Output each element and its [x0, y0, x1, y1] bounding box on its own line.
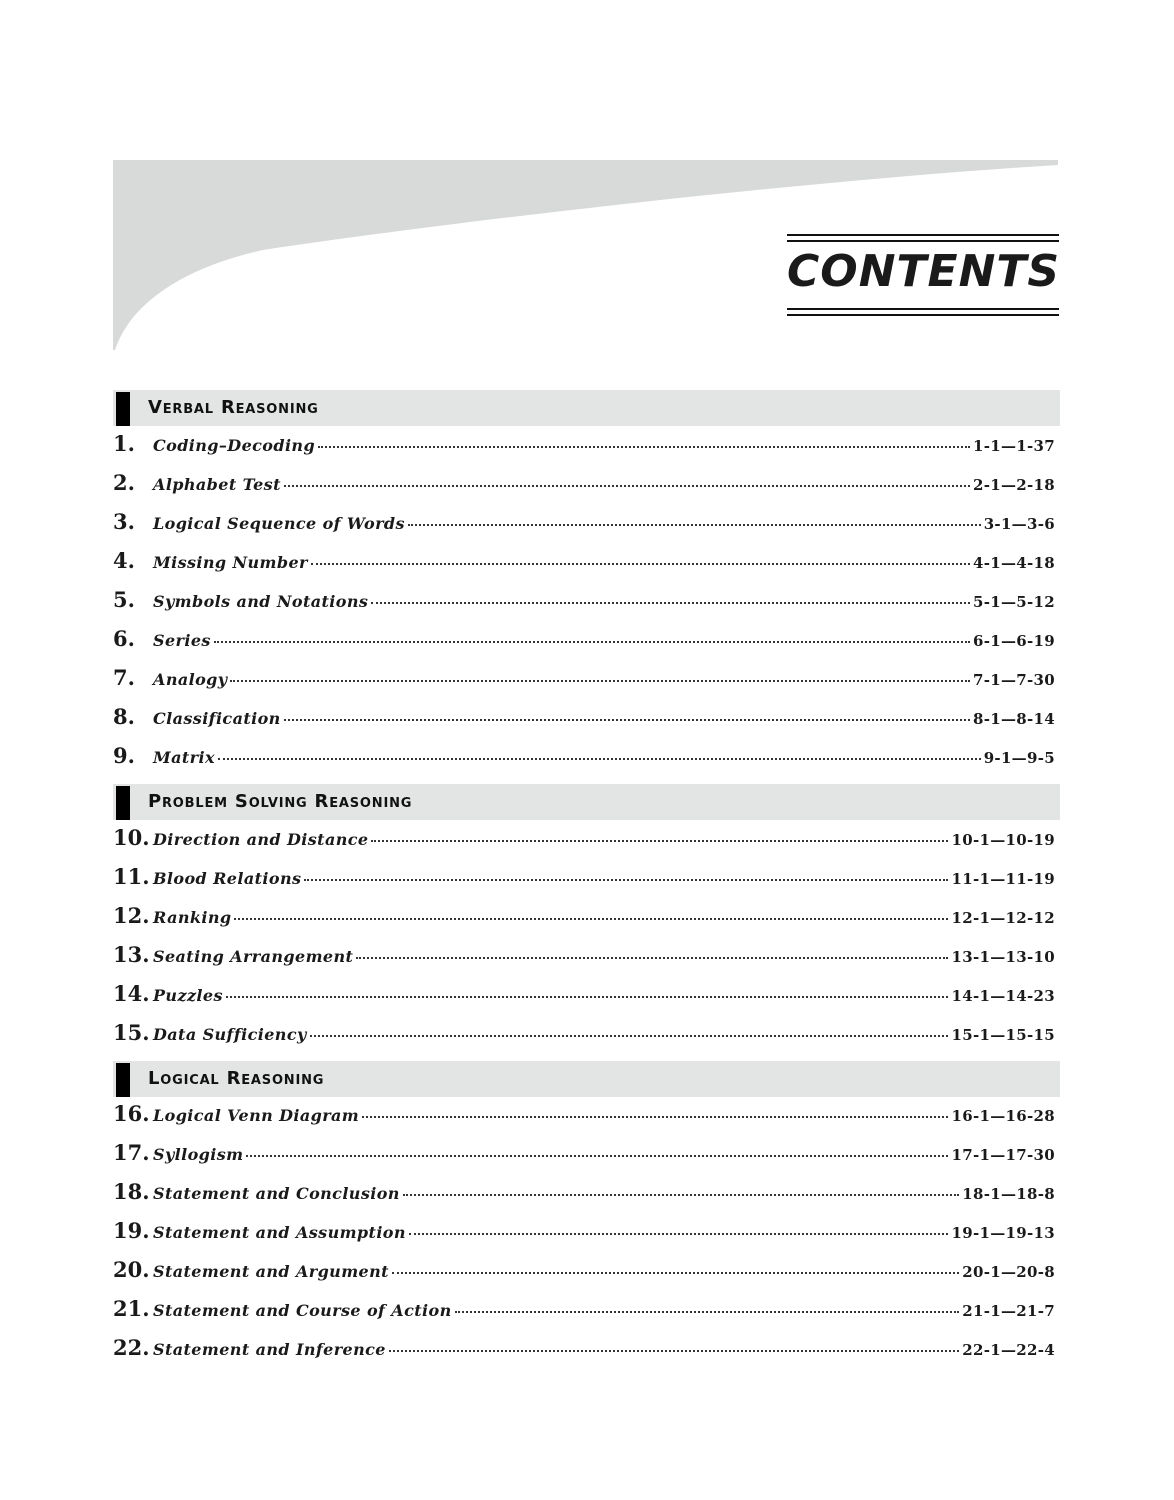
section-header-problem-solving-reasoning	[113, 784, 1060, 820]
chapter-title: Data Sufficiency	[153, 1025, 307, 1044]
dot-leader	[304, 879, 948, 881]
chapter-number: 4.	[113, 548, 135, 573]
dot-leader	[234, 918, 948, 920]
page-range: 1-1—1-37	[972, 437, 1055, 455]
page-range: 10-1—10-19	[951, 831, 1055, 849]
chapter-title: Missing Number	[153, 553, 308, 572]
chapter-number: 13.	[113, 942, 150, 967]
page-range: 20-1—20-8	[962, 1263, 1055, 1281]
chapter-number: 6.	[113, 626, 135, 651]
page-range: 7-1—7-30	[972, 671, 1055, 689]
page-range: 13-1—13-10	[951, 948, 1055, 966]
toc-entry[interactable]	[113, 981, 1055, 1013]
dot-leader	[311, 563, 970, 565]
dot-leader	[230, 680, 970, 682]
section-marker-bar	[116, 786, 130, 820]
chapter-title: Statement and Assumption	[153, 1223, 406, 1242]
page-range: 15-1—15-15	[951, 1026, 1055, 1044]
dot-leader	[392, 1272, 959, 1274]
toc-entry[interactable]	[113, 1257, 1055, 1289]
chapter-number: 3.	[113, 509, 135, 534]
page-range: 9-1—9-5	[983, 749, 1055, 767]
toc-entry[interactable]	[113, 743, 1055, 775]
page-range: 22-1—22-4	[962, 1341, 1055, 1359]
page-range: 5-1—5-12	[972, 593, 1055, 611]
chapter-title: Matrix	[153, 748, 215, 767]
chapter-title: Logical Venn Diagram	[153, 1106, 360, 1125]
dot-leader	[318, 446, 970, 448]
chapter-number: 7.	[113, 665, 135, 690]
page-range: 4-1—4-18	[972, 554, 1055, 572]
dot-leader	[455, 1311, 960, 1313]
page-range: 2-1—2-18	[972, 476, 1055, 494]
chapter-number: 11.	[113, 864, 150, 889]
dot-leader	[371, 840, 948, 842]
page-range: 16-1—16-28	[951, 1107, 1055, 1125]
toc-entry[interactable]	[113, 1218, 1055, 1250]
dot-leader	[409, 1233, 949, 1235]
chapter-title: Analogy	[153, 670, 228, 689]
dot-leader	[284, 719, 970, 721]
chapter-number: 14.	[113, 981, 150, 1006]
page-range: 21-1—21-7	[962, 1302, 1055, 1320]
dot-leader	[218, 758, 981, 760]
chapter-title: Seating Arrangement	[153, 947, 354, 966]
page-range: 14-1—14-23	[951, 987, 1055, 1005]
chapter-title: Alphabet Test	[153, 475, 281, 494]
chapter-number: 20.	[113, 1257, 150, 1282]
chapter-title: Statement and Argument	[153, 1262, 389, 1281]
dot-leader	[389, 1350, 959, 1352]
chapter-title: Classification	[153, 709, 281, 728]
dot-leader	[408, 524, 981, 526]
chapter-title: Symbols and Notations	[153, 592, 369, 611]
chapter-number: 2.	[113, 470, 135, 495]
chapter-number: 12.	[113, 903, 150, 928]
toc-entry[interactable]	[113, 903, 1055, 935]
toc-entry[interactable]	[113, 1101, 1055, 1133]
toc-entry[interactable]	[113, 665, 1055, 697]
chapter-number: 5.	[113, 587, 135, 612]
dot-leader	[403, 1194, 959, 1196]
toc-entry[interactable]	[113, 1179, 1055, 1211]
chapter-number: 16.	[113, 1101, 150, 1126]
page-range: 6-1—6-19	[972, 632, 1055, 650]
chapter-number: 19.	[113, 1218, 150, 1243]
page-range: 11-1—11-19	[951, 870, 1055, 888]
dot-leader	[284, 485, 970, 487]
chapter-number: 21.	[113, 1296, 150, 1321]
page-range: 12-1—12-12	[951, 909, 1055, 927]
section-header-verbal-reasoning	[113, 390, 1060, 426]
dot-leader	[214, 641, 970, 643]
toc-entry[interactable]	[113, 942, 1055, 974]
section-label: Verbal Reasoning	[148, 397, 319, 418]
chapter-number: 9.	[113, 743, 135, 768]
dot-leader	[356, 957, 948, 959]
title-top-rule-2	[787, 240, 1059, 242]
toc-entry[interactable]	[113, 431, 1055, 463]
chapter-number: 15.	[113, 1020, 150, 1045]
chapter-number: 22.	[113, 1335, 150, 1360]
section-label: Problem Solving Reasoning	[148, 791, 413, 812]
chapter-title: Puzzles	[153, 986, 223, 1005]
page-range: 8-1—8-14	[972, 710, 1055, 728]
chapter-title: Statement and Inference	[153, 1340, 386, 1359]
section-label: Logical Reasoning	[148, 1068, 325, 1089]
chapter-title: Blood Relations	[153, 869, 302, 888]
chapter-number: 17.	[113, 1140, 150, 1165]
toc-entry[interactable]	[113, 864, 1055, 896]
chapter-number: 10.	[113, 825, 150, 850]
toc-entry[interactable]	[113, 626, 1055, 658]
toc-entry[interactable]	[113, 470, 1055, 502]
toc-entry[interactable]	[113, 1020, 1055, 1052]
page-range: 3-1—3-6	[983, 515, 1055, 533]
chapter-title: Series	[153, 631, 211, 650]
chapter-title: Direction and Distance	[153, 830, 369, 849]
toc-entry[interactable]	[113, 509, 1055, 541]
page-range: 18-1—18-8	[962, 1185, 1055, 1203]
chapter-title: Statement and Course of Action	[153, 1301, 452, 1320]
toc-entry[interactable]	[113, 825, 1055, 857]
section-header-logical-reasoning	[113, 1061, 1060, 1097]
contents-title-block	[787, 234, 1059, 318]
toc-entry[interactable]	[113, 1335, 1055, 1367]
chapter-number: 18.	[113, 1179, 150, 1204]
toc-entry[interactable]	[113, 548, 1055, 580]
chapter-number: 8.	[113, 704, 135, 729]
section-marker-bar	[116, 1063, 130, 1097]
chapter-title: Coding–Decoding	[153, 436, 316, 455]
chapter-title: Ranking	[153, 908, 232, 927]
page-title: CONTENTS	[787, 246, 1061, 297]
chapter-title: Syllogism	[153, 1145, 244, 1164]
toc-entry[interactable]	[113, 1140, 1055, 1172]
chapter-title: Logical Sequence of Words	[153, 514, 405, 533]
toc-entry[interactable]	[113, 1296, 1055, 1328]
title-bottom-rule-2	[787, 314, 1059, 316]
dot-leader	[371, 602, 970, 604]
title-bottom-rule	[787, 308, 1059, 310]
dot-leader	[310, 1035, 949, 1037]
title-top-rule	[787, 234, 1059, 236]
chapter-title: Statement and Conclusion	[153, 1184, 400, 1203]
toc-entry[interactable]	[113, 587, 1055, 619]
dot-leader	[226, 996, 949, 998]
dot-leader	[246, 1155, 948, 1157]
dot-leader	[362, 1116, 948, 1118]
toc-entry[interactable]	[113, 704, 1055, 736]
section-marker-bar	[116, 392, 130, 426]
page-range: 17-1—17-30	[951, 1146, 1055, 1164]
page-range: 19-1—19-13	[951, 1224, 1055, 1242]
chapter-number: 1.	[113, 431, 135, 456]
